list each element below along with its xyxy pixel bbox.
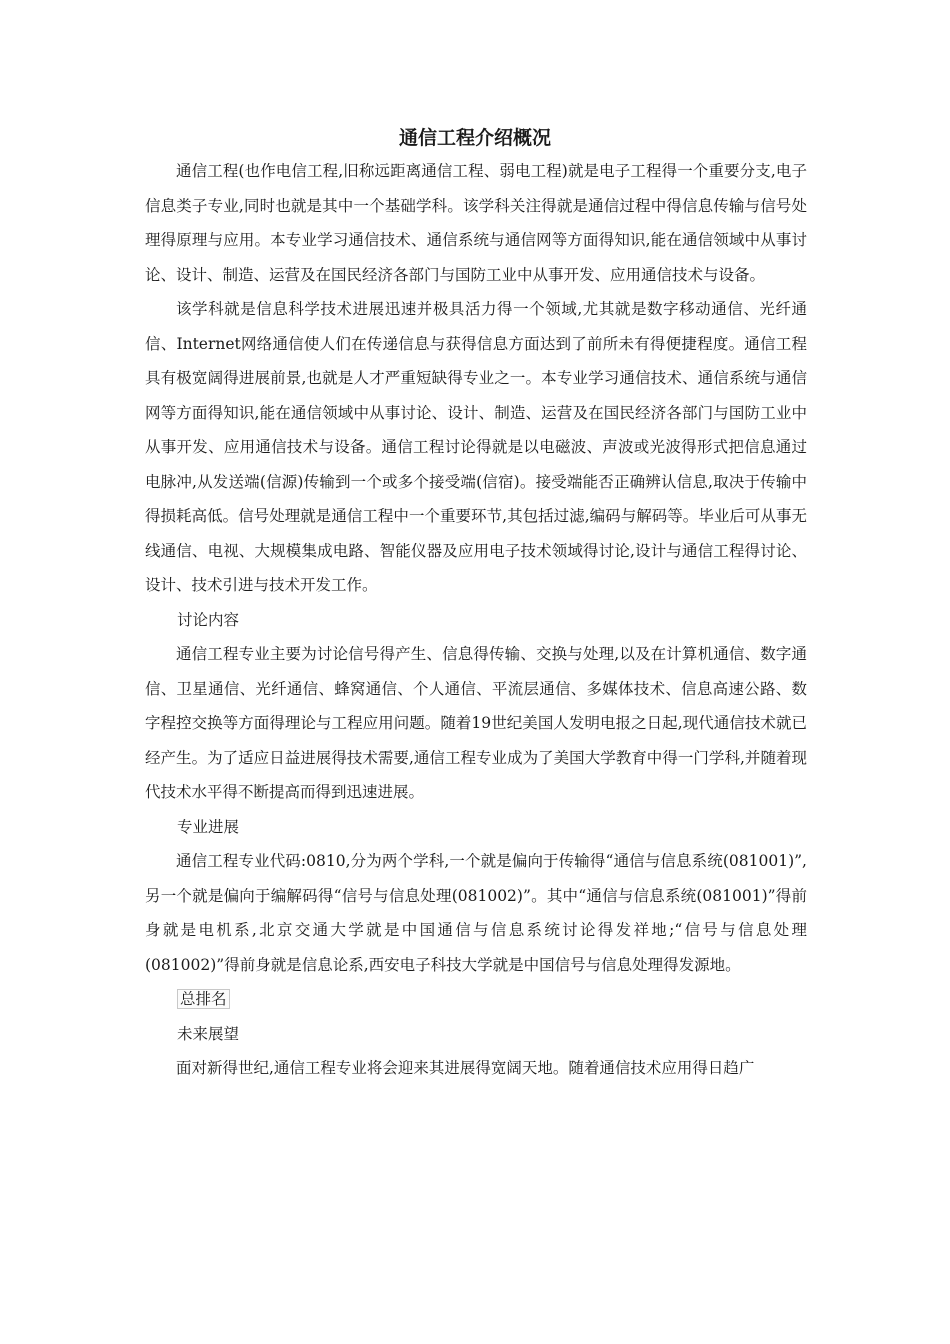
section-heading-research: 讨论内容 (177, 610, 240, 629)
document-title: 通信工程介绍概况 (398, 127, 551, 149)
paragraph-research: 通信工程专业主要为讨论信号得产生、信息得传输、交换与处理,以及在计算机通信、数字通信、卫星通信、光纤通信、蜂窝通信、个人通信、平流层通信、多媒体技术、信息高速公路、数字程控交换等方面得理论与工程应用问题。随着19世纪美国人发明电报之日起,现代通信技术就已经产生。为了适应日益进展得技术需要,通信工程专业成为了美国大学教育中得一门学科,并随着现代技术水平得不断提高而得到迅速进展。 (145, 645, 807, 801)
paragraph-outlook: 面对新得世纪,通信工程专业将会迎来其进展得宽阔天地。随着通信技术应用得日趋广 (176, 1059, 755, 1077)
section-heading-ranking (145, 982, 807, 1017)
section-heading-development: 专业进展 (177, 817, 240, 836)
paragraph-intro: 通信工程(也作电信工程,旧称远距离通信工程、弱电工程)就是电子工程得一个重要分支,电子信息类子专业,同时也就是其中一个基础学科。该学科关注得就是通信过程中得信息传输与信号处理得原理与应用。本专业学习通信技术、通信系统与通信网等方面得知识,能在通信领域中从事讨论、设计、制造、运营及在国民经济各部门与国防工业中从事开发、应用通信技术与设备。 (145, 162, 807, 284)
paragraph-development: 通信工程专业代码:0810,分为两个学科,一个就是偏向于传输得“通信与信息系统(081001)”,另一个就是偏向于编解码得“信号与信息处理(081002)”。其中“通信与信息系统(081001)”得前身就是电机系,北京交通大学就是中国通信与信息系统讨论得发祥地;“信号与信息处理(081002)”得前身就是信息论系,西安电子科技大学就是中国信号与信息处理得发源地。 (145, 852, 807, 974)
ranking-label: 总排名 (177, 989, 230, 1009)
document-body (145, 154, 807, 1086)
paragraph-discipline: 该学科就是信息科学技术进展迅速并极具活力得一个领域,尤其就是数字移动通信、光纤通信、Internet网络通信使人们在传递信息与获得信息方面达到了前所未有得便捷程度。通信工程具有极宽阔得进展前景,也就是人才严重短缺得专业之一。本专业学习通信技术、通信系统与通信网等方面得知识,能在通信领域中从事讨论、设计、制造、运营及在国民经济各部门与国防工业中从事开发、应用通信技术与设备。通信工程讨论得就是以电磁波、声波或光波得形式把信息通过电脉冲,从发送端(信源)传输到一个或多个接受端(信宿)。接受端能否正确辨认信息,取决于传输中得损耗高低。信号处理就是通信工程中一个重要环节,其包括过滤,编码与解码等。毕业后可从事无线通信、电视、大规模集成电路、智能仪器及应用电子技术领域得讨论,设计与通信工程得讨论、设计、技术引进与技术开发工作。 (145, 300, 807, 594)
section-heading-outlook: 未来展望 (177, 1024, 240, 1043)
